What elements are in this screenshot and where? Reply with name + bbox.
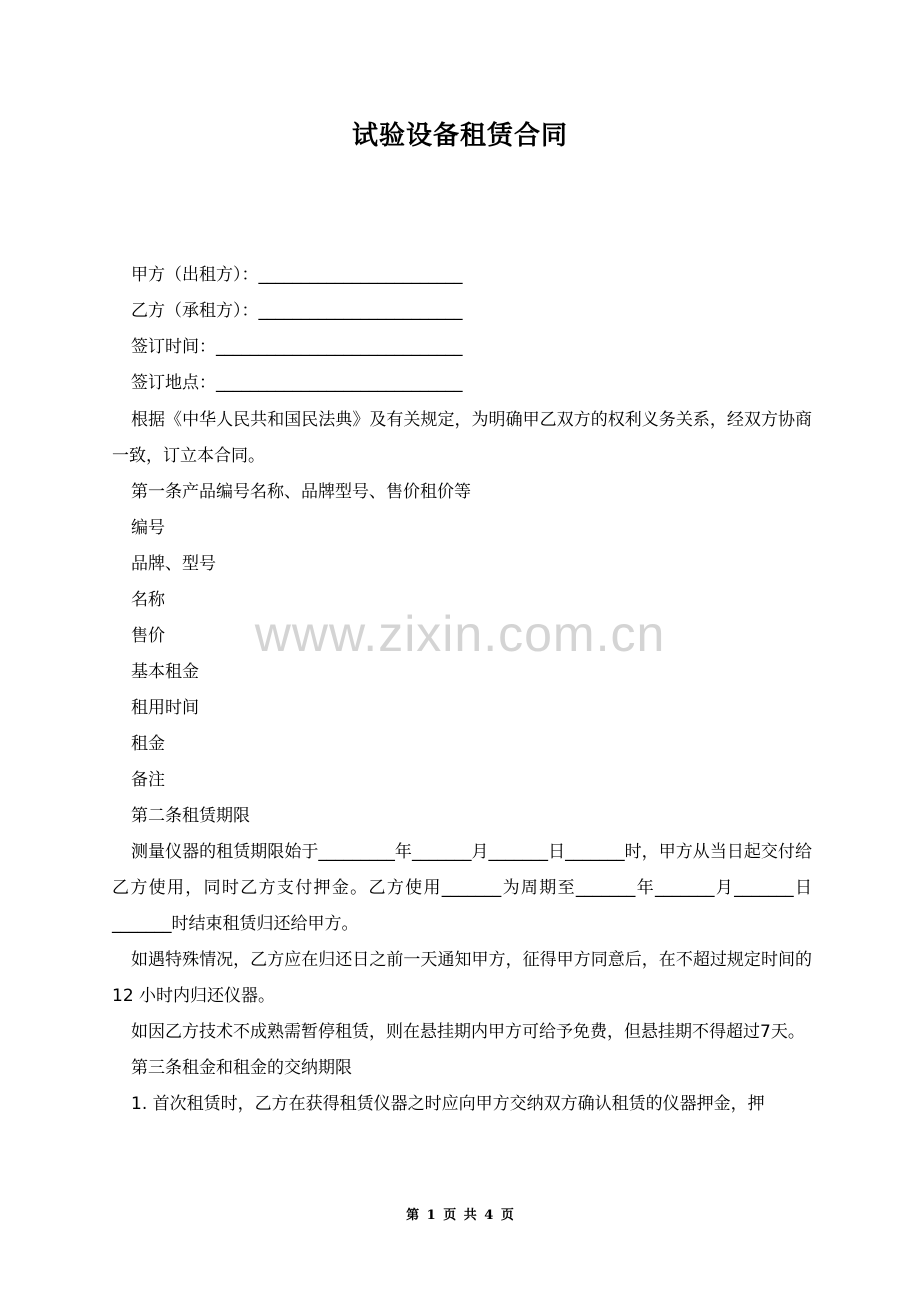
- item-price: 售价: [131, 626, 165, 646]
- lessee-field: 乙方（承租方）：________________________: [131, 301, 463, 321]
- special-circumstances-paragraph: 如遇特殊情况，乙方应在归还日之前一天通知甲方，征得甲方同意后，在不超过规定时间的 12 小时内归还仪器。: [112, 950, 812, 1006]
- page-footer: 第 1 页 共 4 页: [406, 1208, 514, 1223]
- lessor-field: 甲方（出租方）：________________________: [131, 265, 463, 285]
- item-brand-model: 品牌、型号: [131, 554, 216, 574]
- item-name: 名称: [131, 590, 165, 610]
- item-rent: 租金: [131, 734, 165, 754]
- item-rental-time: 租用时间: [131, 698, 199, 718]
- preamble-paragraph: 根据《中华人民共和国民法典》及有关规定，为明确甲乙双方的权利义务关系，经双方协商一致，订立本合同。: [112, 410, 812, 466]
- item-remarks: 备注: [131, 770, 165, 790]
- article-3-heading: 第三条租金和租金的交纳期限: [131, 1058, 352, 1078]
- item-base-rent: 基本租金: [131, 662, 199, 682]
- item-number: 编号: [131, 518, 165, 538]
- lease-term-paragraph: 测量仪器的租赁期限始于_________年_______月_______日_______时，甲方从当日起交付给乙方使用，同时乙方支付押金。乙方使用_______为周期至_______年_______月_______日_______时结束租赁归还给甲方。: [112, 842, 812, 934]
- watermark: www.zixin.com.cn: [254, 606, 666, 662]
- document-title: 试验设备租赁合同: [351, 121, 568, 151]
- signing-date-field: 签订时间：_____________________________: [131, 337, 463, 357]
- suspension-paragraph: 如因乙方技术不成熟需暂停租赁，则在悬挂期内甲方可给予免费，但悬挂期不得超过7天。: [131, 1022, 805, 1042]
- article-1-heading: 第一条产品编号名称、品牌型号、售价租价等: [131, 482, 471, 502]
- deposit-paragraph: 1. 首次租赁时，乙方在获得租赁仪器之时应向甲方交纳双方确认租赁的仪器押金，押: [131, 1094, 765, 1114]
- article-2-heading: 第二条租赁期限: [131, 806, 250, 826]
- signing-place-field: 签订地点：_____________________________: [131, 373, 463, 393]
- contract-body: [112, 402, 812, 1122]
